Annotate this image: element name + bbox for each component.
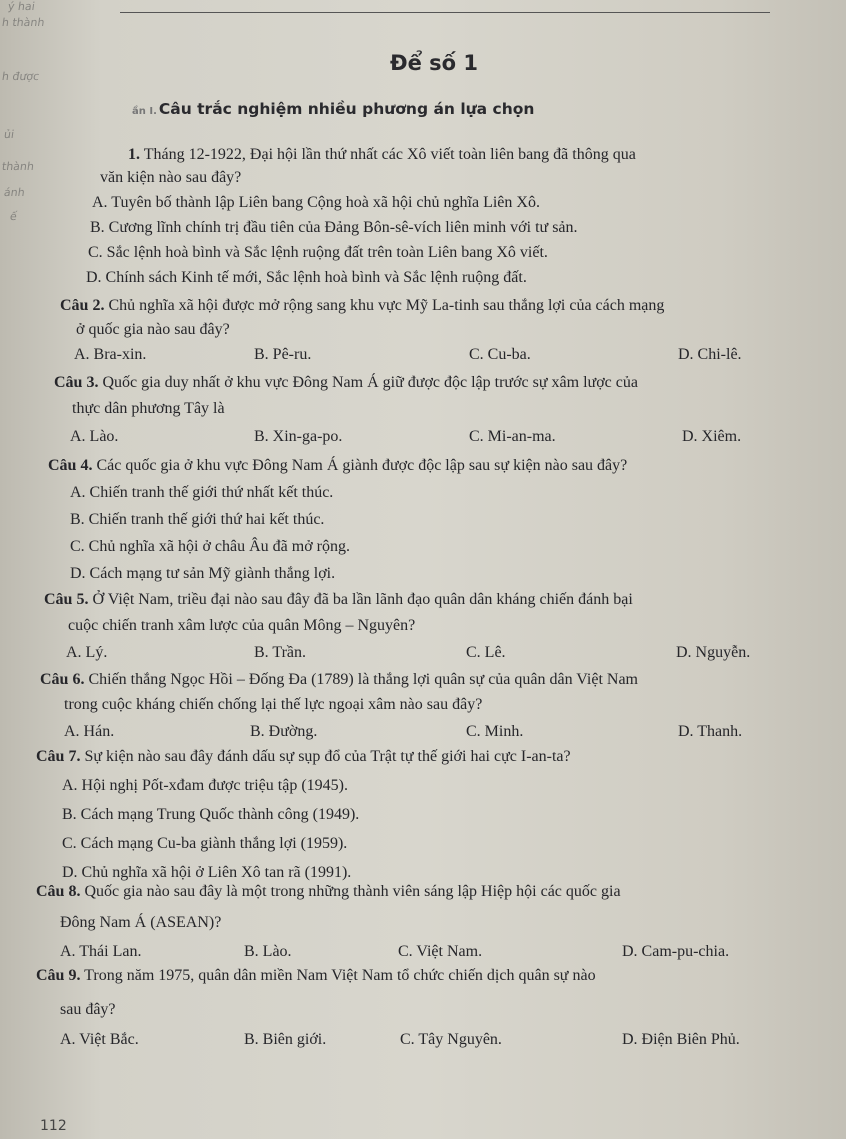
top-rule <box>120 12 770 13</box>
question-1-option-c: C. Sắc lệnh hoà bình và Sắc lệnh ruộng đất trên toàn Liên bang Xô viết. <box>88 244 548 261</box>
question-1-option-d: D. Chính sách Kinh tế mới, Sắc lệnh hoà bình và Sắc lệnh ruộng đất. <box>86 269 527 286</box>
page-title: Để số 1 <box>390 51 478 75</box>
question-8-line-1 <box>36 882 621 902</box>
question-9-option-a: A. Việt Bắc. <box>60 1031 139 1048</box>
question-9-option-d: D. Điện Biên Phủ. <box>622 1031 740 1048</box>
question-5-text: Ở Việt Nam, triều đại nào sau đây đã ba lần lãnh đạo quân dân kháng chiến đánh bại <box>92 591 633 608</box>
question-7-option-b: B. Cách mạng Trung Quốc thành công (1949). <box>62 806 360 823</box>
question-3-option-a: A. Lào. <box>70 428 119 445</box>
question-3-option-d: D. Xiêm. <box>682 428 742 445</box>
margin-note: ý hai <box>7 0 36 13</box>
question-8-option-b: B. Lào. <box>244 943 292 960</box>
margin-note: ế <box>9 210 18 223</box>
margin-note: h được <box>1 70 41 83</box>
margin-note: h thành <box>1 16 46 29</box>
question-9-text: Trong năm 1975, quân dân miền Nam Việt Nam tổ chức chiến dịch quân sự nào <box>84 967 596 984</box>
question-2-label: Câu 2. <box>60 297 105 314</box>
question-8-line-2: Đông Nam Á (ASEAN)? <box>60 914 222 931</box>
section-heading <box>132 100 534 118</box>
question-6-line-2: trong cuộc kháng chiến chống lại thế lực ngoại xâm nào sau đây? <box>64 696 483 713</box>
question-2-option-d: D. Chi-lê. <box>678 346 742 363</box>
question-4-option-d: D. Cách mạng tư sản Mỹ giành thắng lợi. <box>70 565 336 582</box>
question-2-line-1 <box>60 296 664 316</box>
question-1-line-1 <box>128 145 636 165</box>
question-6-label: Câu 6. <box>40 671 85 688</box>
question-3-line-2: thực dân phương Tây là <box>72 400 225 417</box>
question-9-label: Câu 9. <box>36 967 81 984</box>
question-1-option-b: B. Cương lĩnh chính trị đầu tiên của Đảng Bôn-sê-vích liên minh với tư sản. <box>90 219 578 236</box>
question-7-label: Câu 7. <box>36 748 81 765</box>
question-7-line-1 <box>36 747 571 767</box>
question-4-line-1 <box>48 456 627 476</box>
section-label: Câu trắc nghiệm nhiều phương án lựa chọn <box>158 100 535 118</box>
question-3-text: Quốc gia duy nhất ở khu vực Đông Nam Á giữ được độc lập trước sự xâm lược của <box>102 374 638 391</box>
question-6-text: Chiến thắng Ngọc Hồi – Đống Đa (1789) là thắng lợi quân sự của quân dân Việt Nam <box>88 671 638 688</box>
question-2-text: Chủ nghĩa xã hội được mở rộng sang khu vực Mỹ La-tinh sau thắng lợi của cách mạng <box>108 297 665 314</box>
question-1-text: Tháng 12-1922, Đại hội lần thứ nhất các Xô viết toàn liên bang đã thông qua <box>143 146 636 163</box>
question-8-text: Quốc gia nào sau đây là một trong những thành viên sáng lập Hiệp hội các quốc gia <box>84 883 621 900</box>
question-5-option-a: A. Lý. <box>66 644 108 661</box>
question-5-line-1 <box>44 590 633 610</box>
question-8-option-d: D. Cam-pu-chia. <box>622 943 730 960</box>
question-4-label: Câu 4. <box>48 457 93 474</box>
question-7-option-d: D. Chủ nghĩa xã hội ở Liên Xô tan rã (1991). <box>62 864 352 881</box>
question-1-label: 1. <box>128 146 140 163</box>
question-8-option-c: C. Việt Nam. <box>398 943 483 960</box>
margin-note: thành <box>1 160 35 173</box>
question-5-line-2: cuộc chiến tranh xâm lược của quân Mông – Nguyên? <box>68 617 416 634</box>
question-7-text: Sự kiện nào sau đây đánh dấu sự sụp đổ của Trật tự thế giới hai cực I-an-ta? <box>84 748 571 765</box>
question-6-line-1 <box>40 670 638 690</box>
question-2-line-2: ở quốc gia nào sau đây? <box>76 321 230 338</box>
question-5-option-d: D. Nguyễn. <box>676 644 751 661</box>
question-3-label: Câu 3. <box>54 374 99 391</box>
question-1-option-a: A. Tuyên bố thành lập Liên bang Cộng hoà xã hội chủ nghĩa Liên Xô. <box>92 194 540 211</box>
page-number: 112 <box>40 1118 67 1134</box>
question-6-option-a: A. Hán. <box>64 723 115 740</box>
question-2-option-a: A. Bra-xin. <box>74 346 147 363</box>
question-6-option-c: C. Minh. <box>466 723 524 740</box>
question-7-option-a: A. Hội nghị Pốt-xđam được triệu tập (1945). <box>62 777 348 794</box>
question-6-option-b: B. Đường. <box>250 723 318 740</box>
question-6-option-d: D. Thanh. <box>678 723 743 740</box>
section-mark: ần I. <box>132 106 157 117</box>
question-3-option-b: B. Xin-ga-po. <box>254 428 343 445</box>
question-7-option-c: C. Cách mạng Cu-ba giành thắng lợi (1959). <box>62 835 348 852</box>
question-2-option-b: B. Pê-ru. <box>254 346 312 363</box>
question-3-option-c: C. Mi-an-ma. <box>469 428 556 445</box>
question-3-line-1 <box>54 373 638 393</box>
question-8-option-a: A. Thái Lan. <box>60 943 142 960</box>
question-1-line-2: văn kiện nào sau đây? <box>100 169 242 186</box>
margin-note: ủi <box>3 128 15 141</box>
question-4-option-c: C. Chủ nghĩa xã hội ở châu Âu đã mở rộng. <box>70 538 350 555</box>
question-9-option-b: B. Biên giới. <box>244 1031 327 1048</box>
margin-note: ánh <box>3 186 26 199</box>
question-9-line-2: sau đây? <box>60 1001 116 1018</box>
question-4-option-a: A. Chiến tranh thế giới thứ nhất kết thúc. <box>70 484 334 501</box>
question-4-text: Các quốc gia ở khu vực Đông Nam Á giành được độc lập sau sự kiện nào sau đây? <box>96 457 628 474</box>
question-9-option-c: C. Tây Nguyên. <box>400 1031 502 1048</box>
question-2-option-c: C. Cu-ba. <box>469 346 531 363</box>
question-4-option-b: B. Chiến tranh thế giới thứ hai kết thúc. <box>70 511 325 528</box>
question-8-label: Câu 8. <box>36 883 81 900</box>
question-5-option-b: B. Trần. <box>254 644 307 661</box>
question-5-label: Câu 5. <box>44 591 89 608</box>
question-5-option-c: C. Lê. <box>466 644 506 661</box>
question-9-line-1 <box>36 966 596 986</box>
